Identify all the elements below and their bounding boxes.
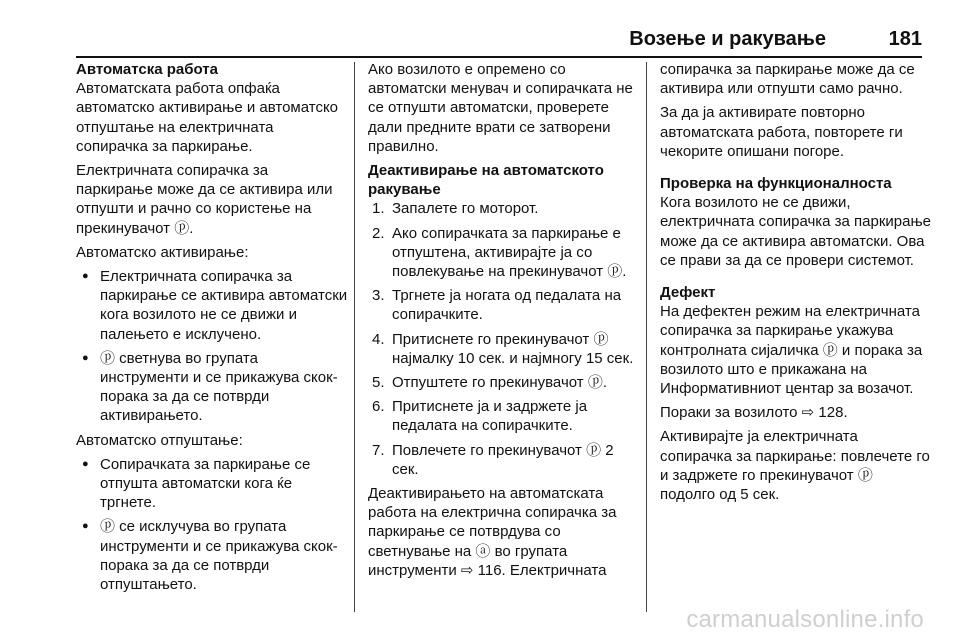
step-text: Притиснете го прекинувачот ⓟ најмалку 10 сек. и најмногу 15 сек. xyxy=(392,330,634,367)
bullet-list xyxy=(76,267,348,426)
paragraph: Ако возилото е опремено со автоматски менувач и сопирачката не се отпушти автоматски, проверете дали предните врати се затворени правилно. xyxy=(368,61,633,155)
step-text: Притиснете ја и задржете ја педалата на сопирачките. xyxy=(392,398,588,435)
step-text: Ако сопирачката за паркирање е отпуштена, активирајте ја со повлекување на прекинувачот ⓟ. xyxy=(392,224,627,281)
heading-automatic-operation: Автоматска работа xyxy=(76,61,218,78)
heading-deactivation: Деактивирање на автоматското ракување xyxy=(368,162,604,199)
column-divider xyxy=(354,62,355,612)
step-number: 6. xyxy=(372,398,385,416)
step-number: 7. xyxy=(372,441,385,459)
step-text: Запалете го моторот. xyxy=(392,200,539,218)
step-text: Отпуштете го прекинувачот ⓟ. xyxy=(392,374,607,392)
paragraph: На дефектен режим на електричната сопирачка за паркирање укажува контролната сијаличка ⓟ и порака за возилото што е прикажана на Информативниот центар за возачот. xyxy=(660,303,923,398)
heading-functionality-check: Проверка на функционалноста xyxy=(660,175,892,193)
paragraph: За да ја активирате повторно автоматската работа, повторете ги чекорите опишани погоре. xyxy=(660,104,903,160)
step-item xyxy=(368,286,640,324)
column-1 xyxy=(76,60,348,599)
page-number: 181 xyxy=(888,28,922,50)
paragraph: Електричната сопирачка за паркирање може да се активира или отпушти и рачно со користење на прекинувачот ⓟ. xyxy=(76,162,333,237)
step-item xyxy=(368,373,640,392)
header-rule xyxy=(76,56,922,58)
watermark: carmanualsonline.info xyxy=(686,606,924,633)
heading-fault: Дефект xyxy=(660,284,716,302)
paragraph: Автоматската работа опфаќа автоматско активирање и автоматско отпуштање на електричната сопирачка за паркирање. xyxy=(76,80,339,155)
paragraph: Автоматско отпуштање: xyxy=(76,431,243,449)
bullet-item: ● Електричната сопирачка за паркирање се активира автоматски кога возилото не се движи и палењето е исклучено. xyxy=(76,267,348,344)
step-number: 4. xyxy=(372,330,385,348)
step-text: Тргнете ја ногата од педалата на сопирачките. xyxy=(392,287,622,324)
step-number: 1. xyxy=(372,200,385,218)
paragraph: Кога возилото не се движи, електричната сопирачка за паркирање може да се активира автоматски. Ова се прави за да се провери системот. xyxy=(660,194,932,269)
column-2 xyxy=(368,60,640,585)
step-item xyxy=(368,224,640,282)
page-header xyxy=(0,24,922,58)
step-item xyxy=(368,330,640,368)
step-item xyxy=(368,441,640,479)
bullet-item: ● ⓟ светнува во групата инструменти и се прикажува скок-порака за да се потврди активирањето. xyxy=(76,349,348,426)
paragraph: Активирајте ја електричната сопирачка за паркирање: повлечете го и задржете го прекинувачот ⓟ подолго од 5 сек. xyxy=(660,428,930,504)
column-3 xyxy=(660,60,932,509)
step-item xyxy=(368,397,640,435)
spacer xyxy=(660,166,932,174)
paragraph: Деактивирањето на автоматската работа на електрична сопирачка за паркирање се потврдува со светнување на ⓐ во групата инструменти ⇨ 116. Електричната xyxy=(368,485,617,579)
step-item xyxy=(368,199,640,218)
paragraph: Автоматско активирање: xyxy=(76,243,249,261)
header-title: Возење и ракување xyxy=(629,28,826,50)
step-number: 2. xyxy=(372,224,385,242)
spacer xyxy=(660,275,932,283)
step-number: 5. xyxy=(372,374,385,392)
steps-list xyxy=(368,199,640,479)
bullet-item: ● ⓟ се исклучува во групата инструменти и се прикажува скок-порака за да се потврди отпуштањето. xyxy=(76,517,348,594)
bullet-list xyxy=(76,455,348,594)
bullet-item: ● Сопирачката за паркирање се отпушта автоматски кога ќе тргнете. xyxy=(76,455,348,513)
paragraph: сопирачка за паркирање може да се активира или отпушти само рачно. xyxy=(660,61,915,98)
step-number: 3. xyxy=(372,287,385,305)
column-divider xyxy=(646,62,647,612)
step-text: Повлечете го прекинувачот ⓟ 2 сек. xyxy=(392,441,614,478)
paragraph: Пораки за возилото ⇨ 128. xyxy=(660,404,848,422)
